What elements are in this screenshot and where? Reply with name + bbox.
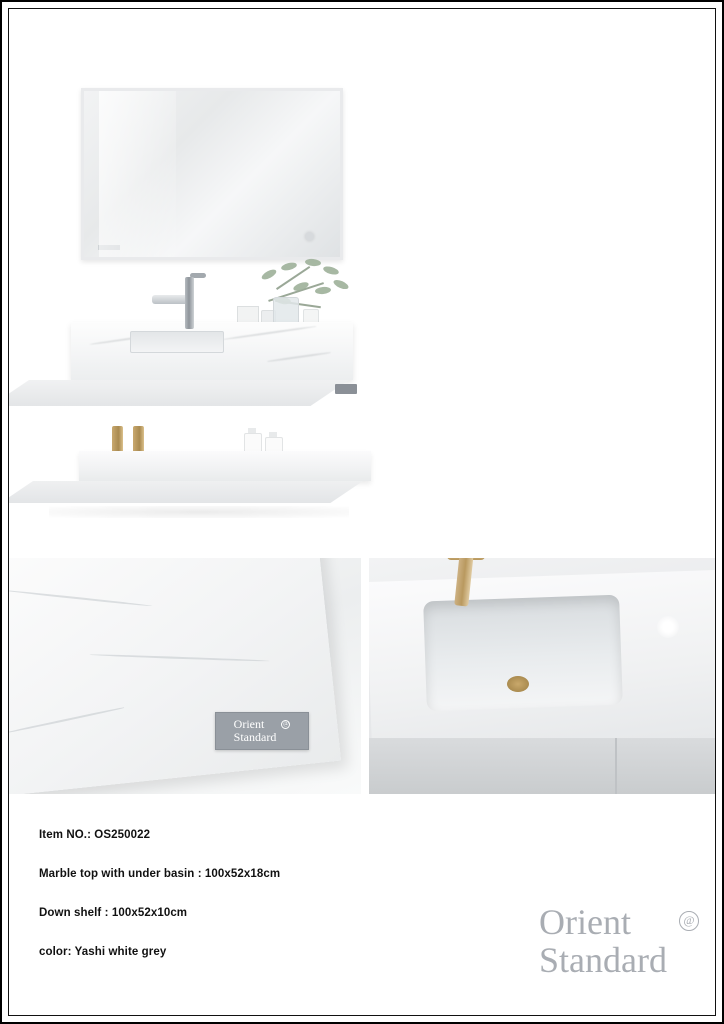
detail-photo-strip <box>9 558 716 794</box>
plant-leaf <box>322 265 339 276</box>
orient-standard-logo-icon: @ <box>283 721 289 728</box>
plant-leaf <box>280 261 297 272</box>
brand-plate-badge <box>215 712 309 750</box>
brand-words-plate <box>234 718 277 743</box>
spec-item-number: Item NO.: OS250022 <box>39 829 151 841</box>
marble-vein <box>9 589 152 607</box>
basin-detail-photo <box>369 558 716 794</box>
basin-bowl <box>423 595 623 712</box>
under-mount-basin <box>130 331 224 353</box>
mirror-object <box>81 88 343 260</box>
plant-leaf <box>305 258 322 267</box>
mirror-brand-strip <box>98 245 120 250</box>
floor-background <box>369 738 716 794</box>
brand-line-2: Standard <box>539 940 667 981</box>
down-shelf-side-profile <box>9 481 363 503</box>
faucet-body <box>185 277 194 329</box>
mirror-touch-sensor-icon <box>305 232 314 241</box>
spec-down-shelf: Down shelf : 100x52x10cm <box>39 907 188 919</box>
marble-slab <box>9 558 341 794</box>
photo-separator-vertical <box>363 558 369 794</box>
specification-list <box>39 829 479 958</box>
plant-leaf <box>315 286 332 295</box>
countertop-side-profile <box>9 380 349 406</box>
spec-color: color: Yashi white grey <box>39 946 167 958</box>
orient-standard-logo-icon: @ <box>679 911 699 931</box>
plate-brand-line-1: Orient <box>233 717 265 732</box>
brand-line-1: Orient <box>539 901 631 942</box>
highlight-reflection <box>657 616 679 638</box>
spec-marble-top: Marble top with under basin : 100x52x18cm <box>39 868 281 880</box>
marble-slab-detail-photo <box>9 558 361 794</box>
hero-product-photo <box>9 9 716 555</box>
plant-leaf <box>260 268 277 282</box>
countertop-brand-badge <box>335 384 357 394</box>
brand-lockup-bottom <box>539 901 699 981</box>
brand-lockup-plate <box>234 718 291 743</box>
marble-vein <box>221 325 316 340</box>
marble-vein <box>267 352 331 362</box>
marble-vein <box>89 654 269 662</box>
basin-drain-icon <box>507 676 529 692</box>
plant-leaf <box>332 278 349 291</box>
floor-shadow <box>49 506 349 518</box>
marble-vein <box>9 707 124 733</box>
brand-words-bottom <box>539 901 667 981</box>
floor-tile-seam <box>615 738 617 794</box>
down-shelf <box>79 451 371 481</box>
page-inner-frame <box>8 8 716 1016</box>
plate-brand-line-2: Standard <box>233 730 277 744</box>
